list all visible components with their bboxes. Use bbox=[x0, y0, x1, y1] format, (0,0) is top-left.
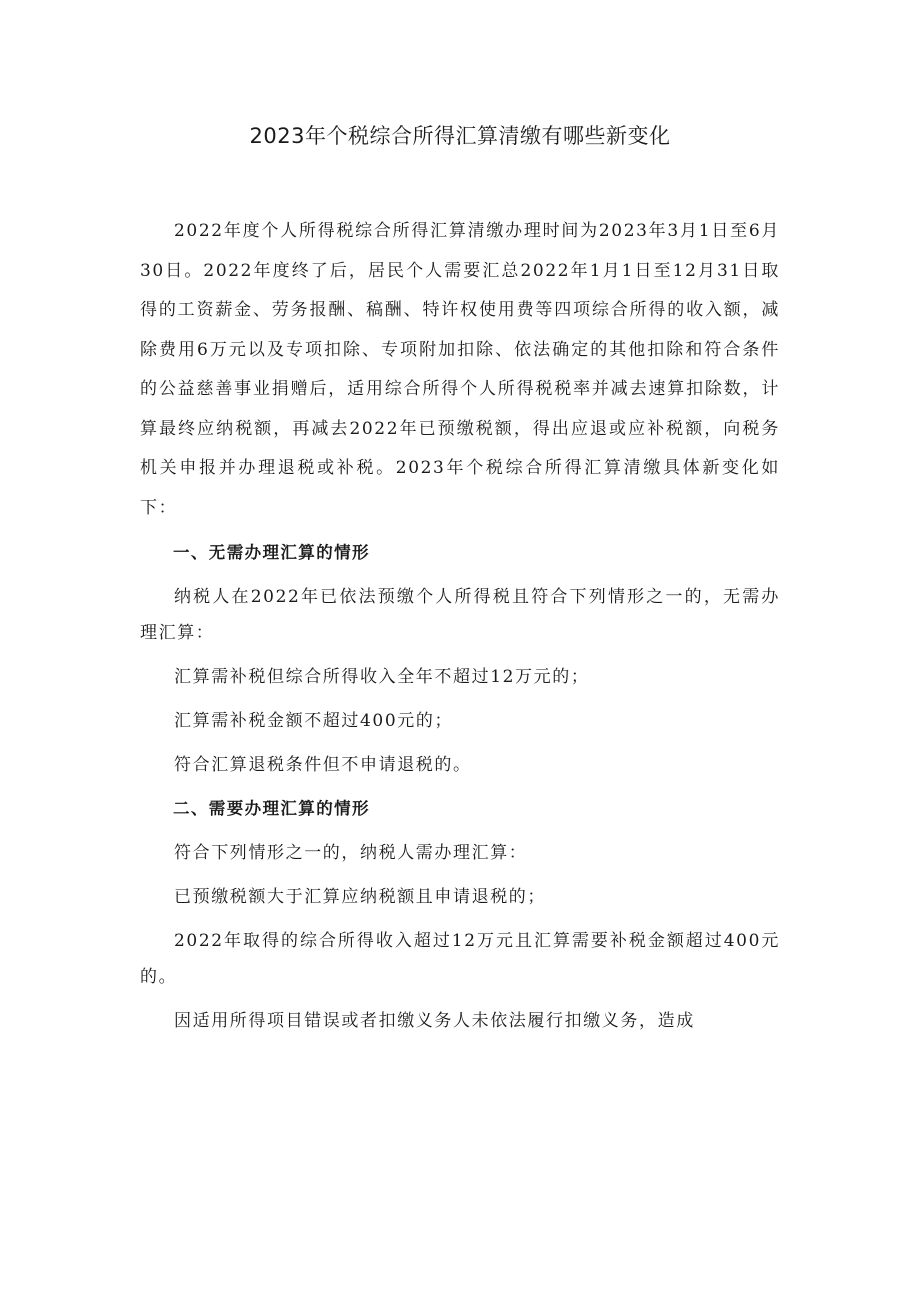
section2-lead-paragraph: 符合下列情形之一的，纳税人需办理汇算： bbox=[174, 843, 528, 863]
document-body bbox=[140, 212, 780, 1047]
list-item: 汇算需补税金额不超过400元的； bbox=[174, 711, 454, 731]
list-item: 汇算需补税但综合所得收入全年不超过12万元的； bbox=[174, 667, 590, 687]
intro-paragraph: 2022年度个人所得税综合所得汇算清缴办理时间为2023年3月1日至6月30日。2022年度终了后，居民个人需要汇总2022年1月1日至12月31日取得的工资薪金、劳务报酬、稿酬、特许权使用费等四项综合所得的收入额，减除费用6万元以及专项扣除、专项附加扣除、依法确定的其他扣除和符合条件的公益慈善事业捐赠后，适用综合所得个人所得税税率并减去速算扣除数，计算最终应纳税额，再减去2022年已预缴税额，得出应退或应补税额，向税务机关申报并办理退税或补税。2023年个税综合所得汇算清缴具体新变化如下： bbox=[140, 221, 780, 518]
list-item: 符合汇算退税条件但不申请退税的。 bbox=[174, 755, 472, 775]
section1-lead-paragraph: 纳税人在2022年已依法预缴个人所得税且符合下列情形之一的，无需办理汇算： bbox=[140, 587, 780, 643]
document-title: 2023年个税综合所得汇算清缴有哪些新变化 bbox=[249, 124, 671, 148]
section-heading-filing-required: 二、需要办理汇算的情形 bbox=[173, 799, 370, 818]
list-item: 2022年取得的综合所得收入超过12万元且汇算需要补税金额超过400元的。 bbox=[140, 931, 780, 987]
section-heading-no-filing: 一、无需办理汇算的情形 bbox=[173, 543, 370, 562]
trailing-paragraph: 因适用所得项目错误或者扣缴义务人未依法履行扣缴义务，造成 bbox=[174, 1011, 695, 1031]
list-item: 已预缴税额大于汇算应纳税额且申请退税的； bbox=[174, 887, 546, 907]
